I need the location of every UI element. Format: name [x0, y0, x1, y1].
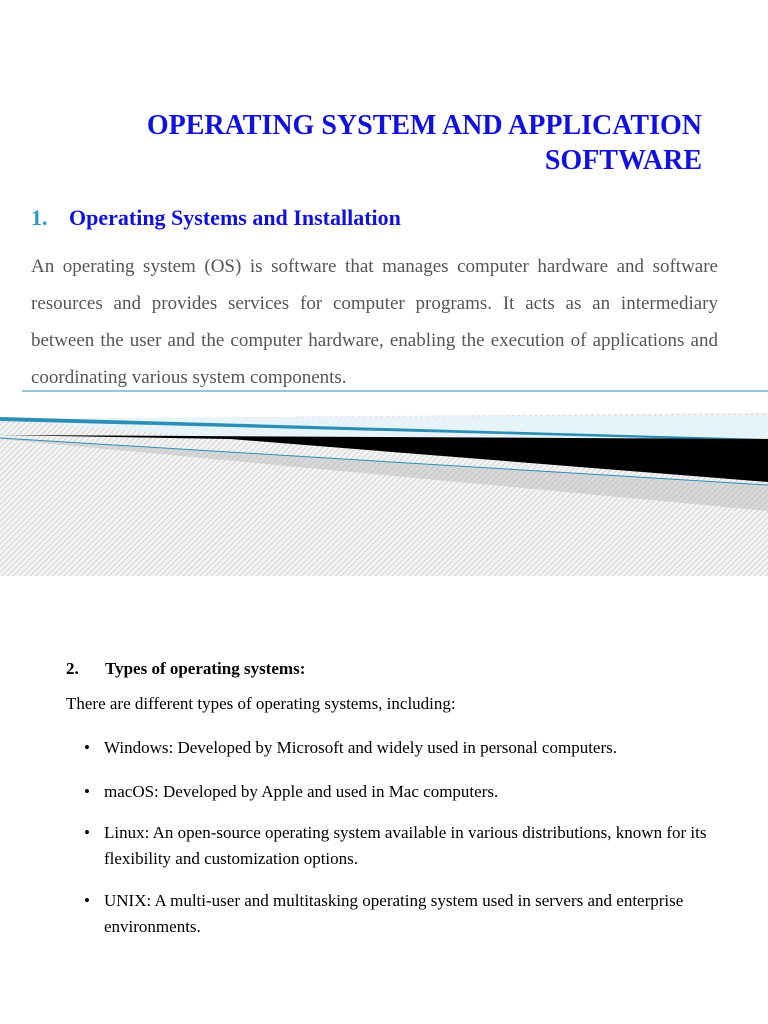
section-1-paragraph: An operating system (OS) is software that manages computer hardware and software resources and provides services for computer programs. It acts as an intermediary between the user and the computer hardware, enabling the execution of applications and coordinating various system components.: [31, 256, 718, 388]
page-title: [22, 108, 702, 178]
list-item-text: Windows: Developed by Microsoft and widely used in personal computers.: [104, 738, 617, 757]
bullet-icon: •: [84, 891, 90, 910]
list-item: [84, 779, 744, 805]
section-2-number: 2.: [66, 659, 79, 678]
bullet-icon: •: [84, 782, 90, 801]
list-item: [84, 735, 744, 761]
section-2-heading: [66, 657, 305, 681]
section-2-intro: There are different types of operating systems, including:: [66, 694, 456, 713]
list-item-text: UNIX: A multi-user and multitasking operating system used in servers and enterprise environments.: [104, 891, 684, 936]
section-2-title: Types of operating systems:: [105, 659, 306, 678]
list-item: [84, 820, 744, 872]
list-item-text: macOS: Developed by Apple and used in Mac computers.: [104, 782, 499, 801]
section-1-number: 1.: [31, 205, 48, 230]
list-item: [84, 888, 744, 940]
section-1-title: Operating Systems and Installation: [69, 205, 401, 230]
title-line-1: OPERATING SYSTEM AND APPLICATION: [146, 110, 702, 141]
bullet-icon: •: [84, 738, 90, 757]
list-item-text: Linux: An open-source operating system available in various distributions, known for its flexibility and customization options.: [104, 823, 707, 868]
decorative-band: [0, 385, 768, 580]
title-line-2: SOFTWARE: [544, 145, 702, 176]
bullet-icon: •: [84, 823, 90, 842]
section-1-heading: [31, 204, 401, 232]
